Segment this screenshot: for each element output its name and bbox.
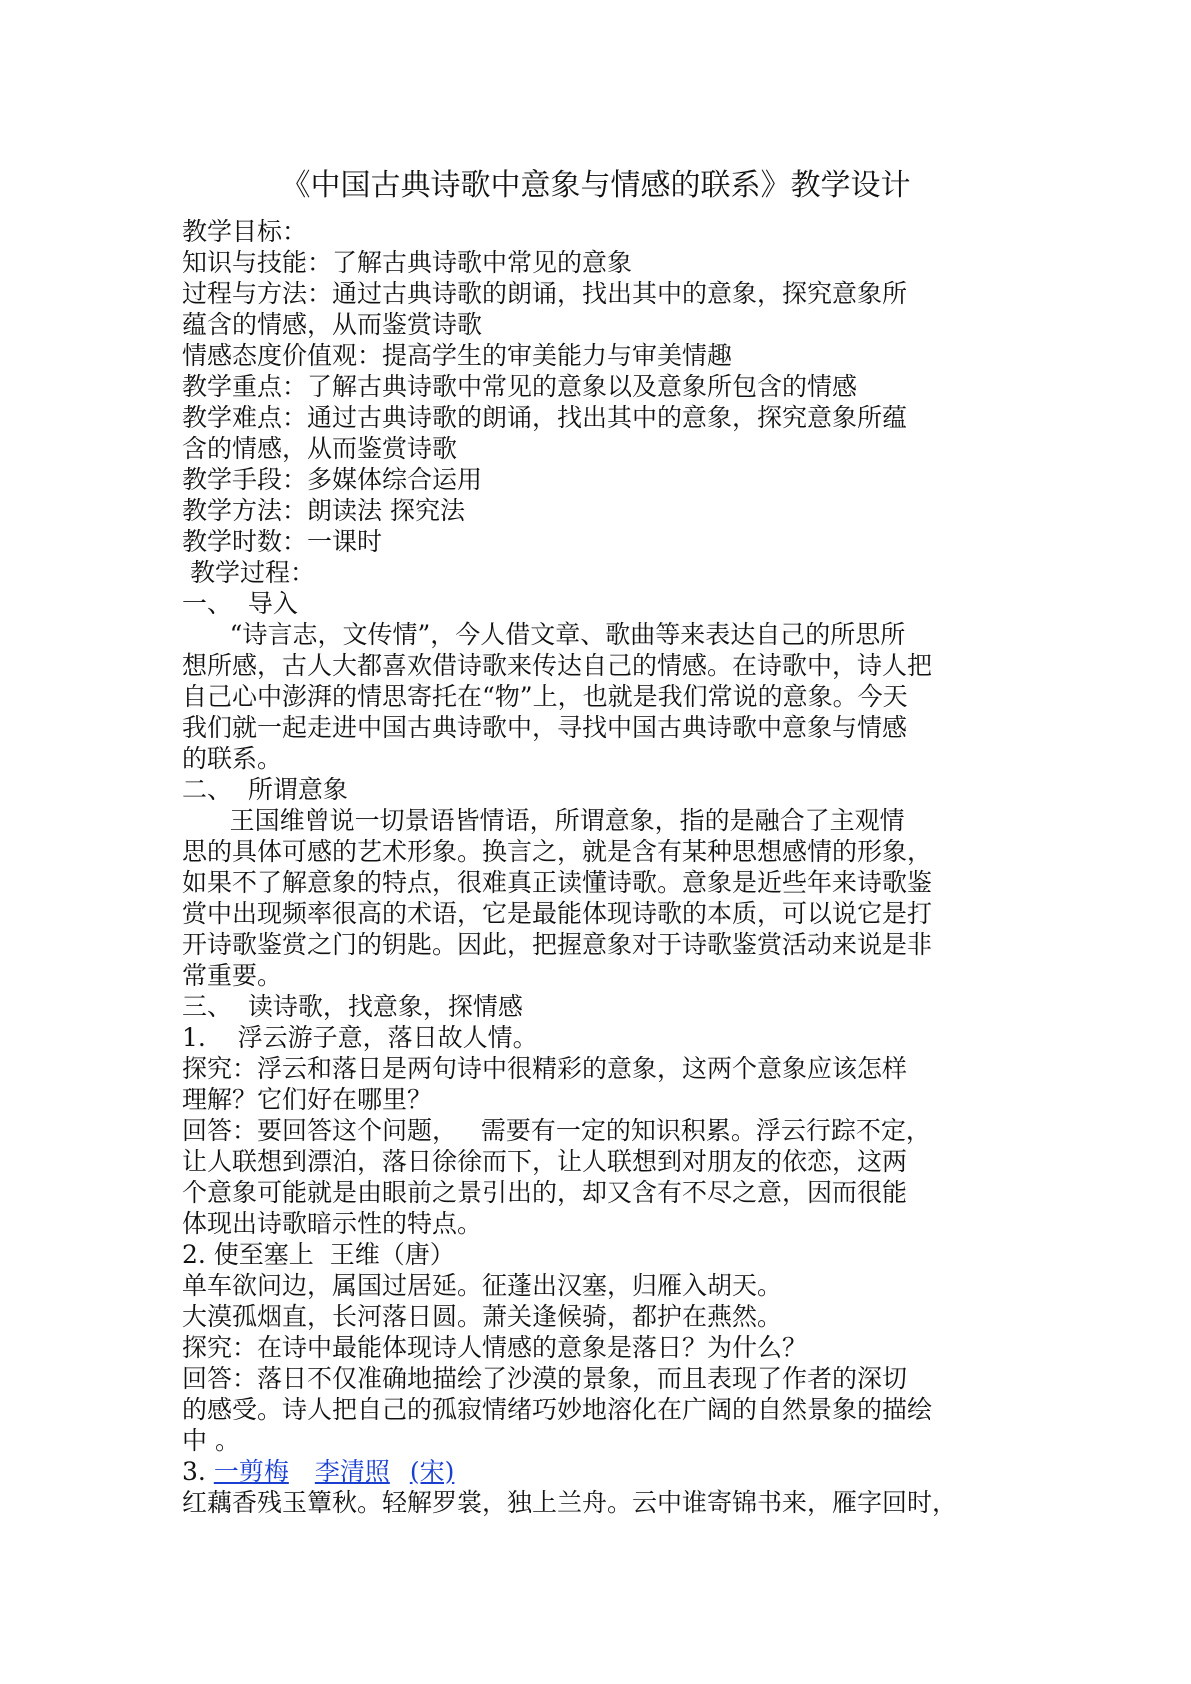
- poem-number: 3.: [182, 1457, 214, 1486]
- text-line: 回答：要回答这个问题， 需要有一定的知识积累。浮云行踪不定，: [182, 1116, 931, 1145]
- poem-title-link[interactable]: 一剪梅: [213, 1457, 289, 1486]
- text-line: 教学重点：了解古典诗歌中常见的意象以及意象所包含的情感: [182, 372, 858, 401]
- text-line: 红藕香残玉簟秋。轻解罗裳，独上兰舟。云中谁寄锦书来，雁字回时，: [182, 1488, 958, 1517]
- text-line: 教学手段：多媒体综合运用: [182, 465, 483, 494]
- text-line: 回答：落日不仅准确地描绘了沙漠的景象，而且表现了作者的深切: [182, 1364, 908, 1393]
- section-heading: 三、 读诗歌，找意象，探情感: [182, 992, 523, 1021]
- text-line: 开诗歌鉴赏之门的钥匙。因此，把握意象对于诗歌鉴赏活动来说是非: [182, 930, 933, 959]
- text-line: 过程与方法：通过古典诗歌的朗诵，找出其中的意象，探究意象所: [182, 279, 908, 308]
- text-line: 我们就一起走进中国古典诗歌中，寻找中国古典诗歌中意象与情感: [182, 713, 908, 742]
- text-line: “诗言志，文传情”，今人借文章、歌曲等来表达自己的所思所: [182, 620, 906, 649]
- text-line: 知识与技能：了解古典诗歌中常见的意象: [182, 248, 633, 277]
- text-line: 理解？它们好在哪里？: [182, 1085, 433, 1114]
- text-line: 如果不了解意象的特点，很难真正读懂诗歌。意象是近些年来诗歌鉴: [182, 868, 933, 897]
- text-line: 体现出诗歌暗示性的特点。: [182, 1209, 483, 1238]
- text-line: 大漠孤烟直，长河落日圆。萧关逢候骑，都护在燕然。: [182, 1302, 783, 1331]
- text-line: 探究：在诗中最能体现诗人情感的意象是落日？为什么？: [182, 1333, 808, 1362]
- text-line: 让人联想到漂泊，落日徐徐而下，让人联想到对朋友的依恋，这两: [182, 1147, 908, 1176]
- text-line: 中 。: [182, 1426, 240, 1455]
- text-line: 蕴含的情感，从而鉴赏诗歌: [182, 310, 483, 339]
- text-line: 的联系。: [182, 744, 283, 773]
- text-line: 个意象可能就是由眼前之景引出的，却又含有不尽之意，因而很能: [182, 1178, 908, 1207]
- text-line: 的感受。诗人把自己的孤寂情绪巧妙地溶化在广阔的自然景象的描绘: [182, 1395, 933, 1424]
- text-line: 教学时数：一课时: [182, 527, 383, 556]
- section-heading: 教学过程：: [190, 558, 316, 587]
- text-line: 含的情感，从而鉴赏诗歌: [182, 434, 458, 463]
- section-heading: 一、 导入: [182, 589, 298, 618]
- text-line: 想所感，古人大都喜欢借诗歌来传达自己的情感。在诗歌中，诗人把: [182, 651, 933, 680]
- text-line: 思的具体可感的艺术形象。换言之，就是含有某种思想感情的形象，: [182, 837, 933, 866]
- text-line: 教学难点：通过古典诗歌的朗诵，找出其中的意象，探究意象所蕴: [182, 403, 908, 432]
- poem-author-link[interactable]: 李清照: [314, 1457, 390, 1486]
- section-heading: 二、 所谓意象: [182, 775, 348, 804]
- text-line: 赏中出现频率很高的术语，它是最能体现诗歌的本质，可以说它是打: [182, 899, 933, 928]
- text-line: 常重要。: [182, 961, 283, 990]
- text-line: 情感态度价值观：提高学生的审美能力与审美情趣: [182, 341, 733, 370]
- text-line: 教学方法：朗读法 探究法: [182, 496, 465, 525]
- text-line: 单车欲问边，属国过居延。征蓬出汉塞，归雁入胡天。: [182, 1271, 783, 1300]
- document-body: [182, 216, 1022, 1518]
- poem-dynasty-link[interactable]: (宋): [409, 1457, 455, 1486]
- text-line: 王国维曾说一切景语皆情语，所谓意象，指的是融合了主观情: [182, 806, 905, 835]
- text-line: 2. 使至塞上 王维（唐）: [182, 1240, 455, 1269]
- text-line: 1. 浮云游子意，落日故人情。: [182, 1023, 538, 1052]
- text-line: 教学目标：: [182, 217, 308, 246]
- poem-heading-line: [182, 1456, 1022, 1487]
- text-line: 自己心中澎湃的情思寄托在“物”上，也就是我们常说的意象。今天: [182, 682, 908, 711]
- document-title: 《中国古典诗歌中意象与情感的联系》教学设计: [280, 168, 911, 203]
- text-line: 探究：浮云和落日是两句诗中很精彩的意象，这两个意象应该怎样: [182, 1054, 908, 1083]
